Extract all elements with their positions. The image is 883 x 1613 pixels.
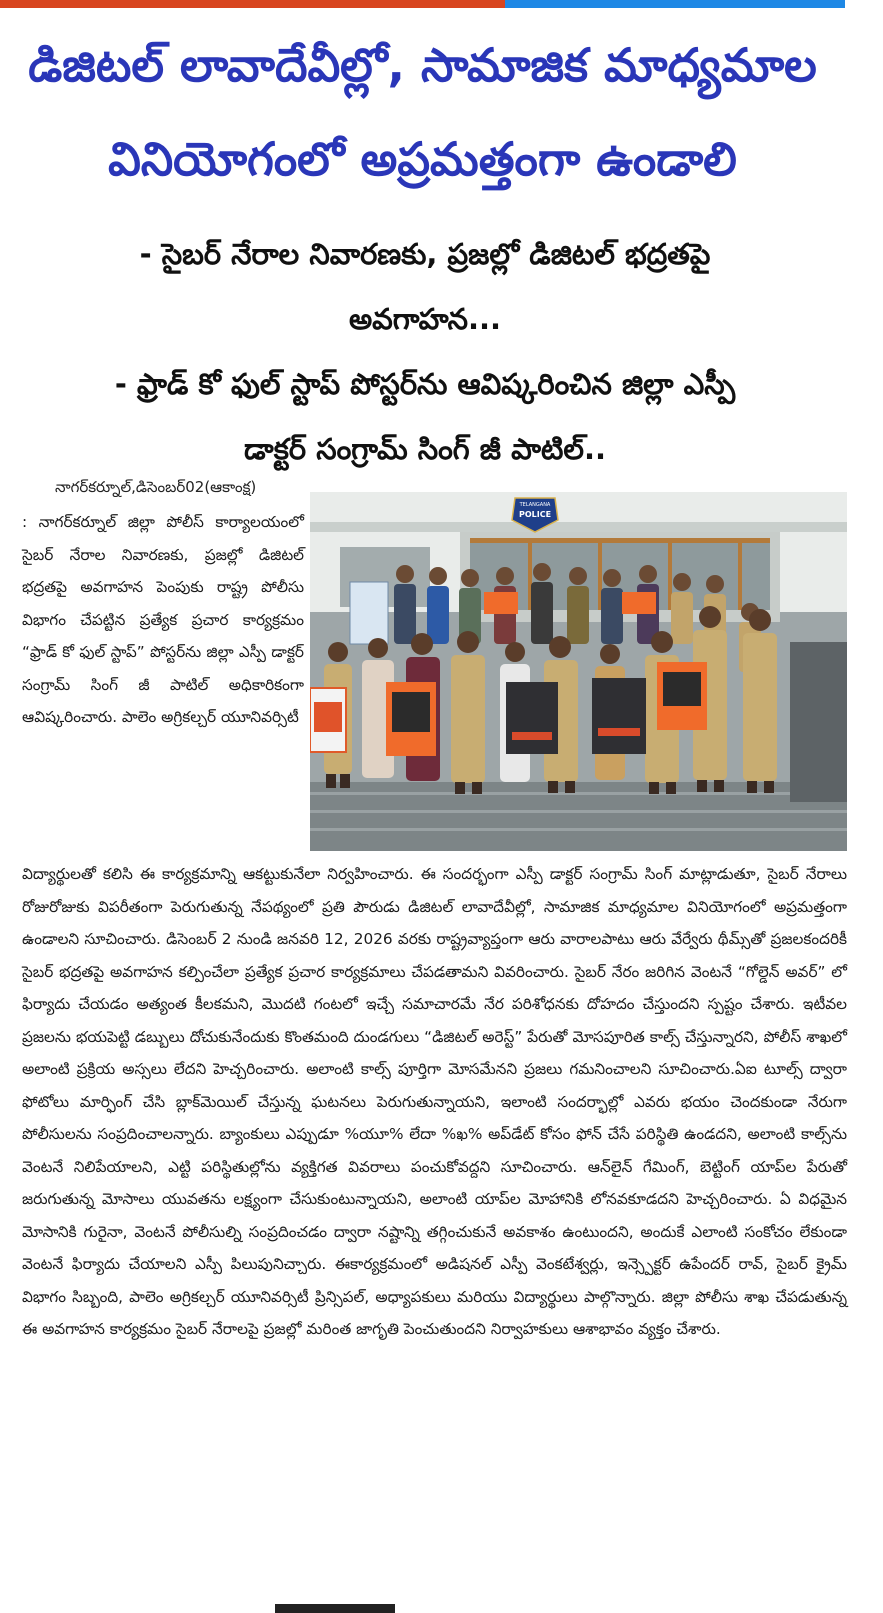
article-full-text: విద్యార్థులతో కలిసి ఈ కార్యక్రమాన్ని ఆకట్టుకునేలా నిర్వహించారు. ఈ సందర్భంగా ఎస్పీ డాక్టర్ సంగ్రామ్ సింగ్ మాట్లాడుతూ, సైబర్ నేరాలు రోజురోజుకు విపరీతంగా పెరుగుతున్న నేపథ్యంలో ప్రతి పౌరుడు డిజిటల్ లావాదేవీల్లో, సామాజిక మాధ్యమాల వినియోగంలో అప్రమత్తంగా ఉండాలని సూచించారు. డిసెంబర్ 2 నుండి జనవరి 12, 2026 వరకు రాష్ట్రవ్యాప్తంగా ఆరు వారాలపాటు ఆరు వేర్వేరు థీమ్స్‌తో ప్రజలకందరికీ సైబర్ భద్రతపై అవగాహన కల్పించేలా ప్రత్యేక ప్రచార కార్యక్రమాలు చేపడతామని వివరించారు. సైబర్ నేరం జరిగిన వెంటనే “గోల్డెన్ అవర్” లో ఫిర్యాదు చేయడం అత్యంత కీలకమని, మొదటి గంటలో ఇచ్చే సమాచారమే నేర పరిశోధనకు దోహదం చేస్తుందని స్పష్టం చేశారు. ఇటీవల ప్రజలను భయపెట్టి డబ్బులు దోచుకునేందుకు కొంతమంది దుండగులు “డిజిటల్ అరెస్ట్” పేరుతో మోసపూరిత కాల్స్ చేస్తున్నారని, పోలీస్ శాఖలో అలాంటి ప్రక్రియ అస్సలు లేదని హెచ్చరించారు. అలాంటి కాల్స్ పూర్తిగా మోసమేనని ప్రజలు గమనించాలని సూచించారు.ఏఐ టూల్స్ ద్వారా ఫోటోలు మార్ఫింగ్ చేసి బ్లాక్‌మెయిల్ చేస్తున్న ఘటనలు పెరుగుతున్నాయని, ఇలాంటి సందర్భాల్లో ఎవరు భయం చెందకుండా నేరుగా పోలీసులను సంప్రదించాలన్నారు. బ్యాంకులు ఎప్పుడూ %యూ% లేదా %ఖ% అప్‌డేట్ కోసం ఫోన్ చేసే పరిస్థితి ఉండదని, అలాంటి కాల్స్‌ను వెంటనే నిలిపేయాలని, ఎట్టి పరిస్థితుల్లోను వ్యక్తిగత వివరాలు పంచుకోవద్దని సూచించారు. ఆన్‌లైన్ గేమింగ్, బెట్టింగ్ యాప్‌ల పేరుతో జరుగుతున్న మోసాలు యువతను లక్ష్యంగా చేసుకుంటున్నాయని, అలాంటి యాప్‌ల మోహానికి లోనవకూడదని హెచ్చరించారు. ఏ విధమైన మోసానికి గురైనా, వెంటనే పోలీసుల్ని సంప్రదించడం ద్వారా నష్టాన్ని తగ్గించుకునే అవకాశం ఉంటుందని, అందుకే ఎలాంటి సంకోచం లేకుండా వెంటనే ఫిర్యాదు చేయాలని ఎస్పీ పిలుపునిచ్చారు. ఈకార్యక్రమంలో అడిషనల్ ఎస్పీ వెంకటేశ్వర్లు, ఇన్స్పెక్టర్ ఉపేందర్ రావ్, సైబర్ క్రైమ్ విభాగం సిబ్బంది, పాలెం అగ్రికల్చర్ యూనివర్సిటీ ప్రిన్సిపల్, అధ్యాపకులు మరియు విద్యార్థులు పాల్గొన్నారు. జిల్లా పోలీసు శాఖ చేపడుతున్న ఈ అవగాహన కార్యక్రమం సైబర్ నేరాలపై ప్రజల్లో మరింత జాగృతి పెంచుతుందని నిర్వాహకులు ఆశాభావం వ్యక్తం చేశారు. [22, 865, 847, 1338]
dateline: నాగర్‌కర్నూల్,డిసెంబర్02(ఆకాంక్ష) [55, 478, 257, 496]
bottom-cut-text [275, 1604, 395, 1613]
top-color-bar [0, 0, 845, 8]
subheadline-line-4: డాక్టర్ సంగ్రామ్ సింగ్ జీ పాటిల్.. [244, 432, 606, 466]
badge-text: POLICE [518, 510, 552, 519]
event-photo-illustration [310, 492, 847, 851]
top-bar-blue-segment [505, 0, 845, 8]
top-bar-red-segment [0, 0, 505, 8]
badge-top-text: TELANGANA [519, 502, 551, 508]
subheadline-block [20, 222, 830, 482]
subheadline-line-2: అవగాహన... [348, 302, 502, 336]
headline [10, 18, 835, 206]
event-photo [310, 492, 847, 851]
subheadline-line-1: - సైబర్ నేరాల నివారణకు, ప్రజల్లో డిజిటల్ భద్రతపై [139, 237, 711, 271]
headline-line-2: వినియోగంలో అప్రమత్తంగా ఉండాలి [108, 132, 737, 186]
subheadline-line-3: - ఫ్రాడ్ కో ఫుల్ స్టాప్ పోస్టర్‌ను ఆవిష్కరించిన జిల్లా ఎస్పీ [114, 367, 736, 401]
article-column-text: : నాగర్‌కర్నూల్ జిల్లా పోలీస్ కార్యాలయంలో సైబర్ నేరాల నివారణకు, ప్రజల్లో డిజిటల్ భద్రతపై అవగాహన పెంపుకు రాష్ట్ర పోలీసు విభాగం చేపట్టిన ప్రత్యేక ప్రచార కార్యక్రమం “ఫ్రాడ్ కో ఫుల్ స్టాప్” పోస్టర్‌ను జిల్లా ఎస్పీ డాక్టర్ సంగ్రామ్ సింగ్ జీ పాటిల్ అధికారికంగా ఆవిష్కరించారు. పాలెం అగ్రికల్చర్ యూనివర్సిటీ [22, 513, 304, 726]
headline-line-1: డిజిటల్ లావాదేవీల్లో, సామాజిక మాధ్యమాల [28, 38, 817, 92]
